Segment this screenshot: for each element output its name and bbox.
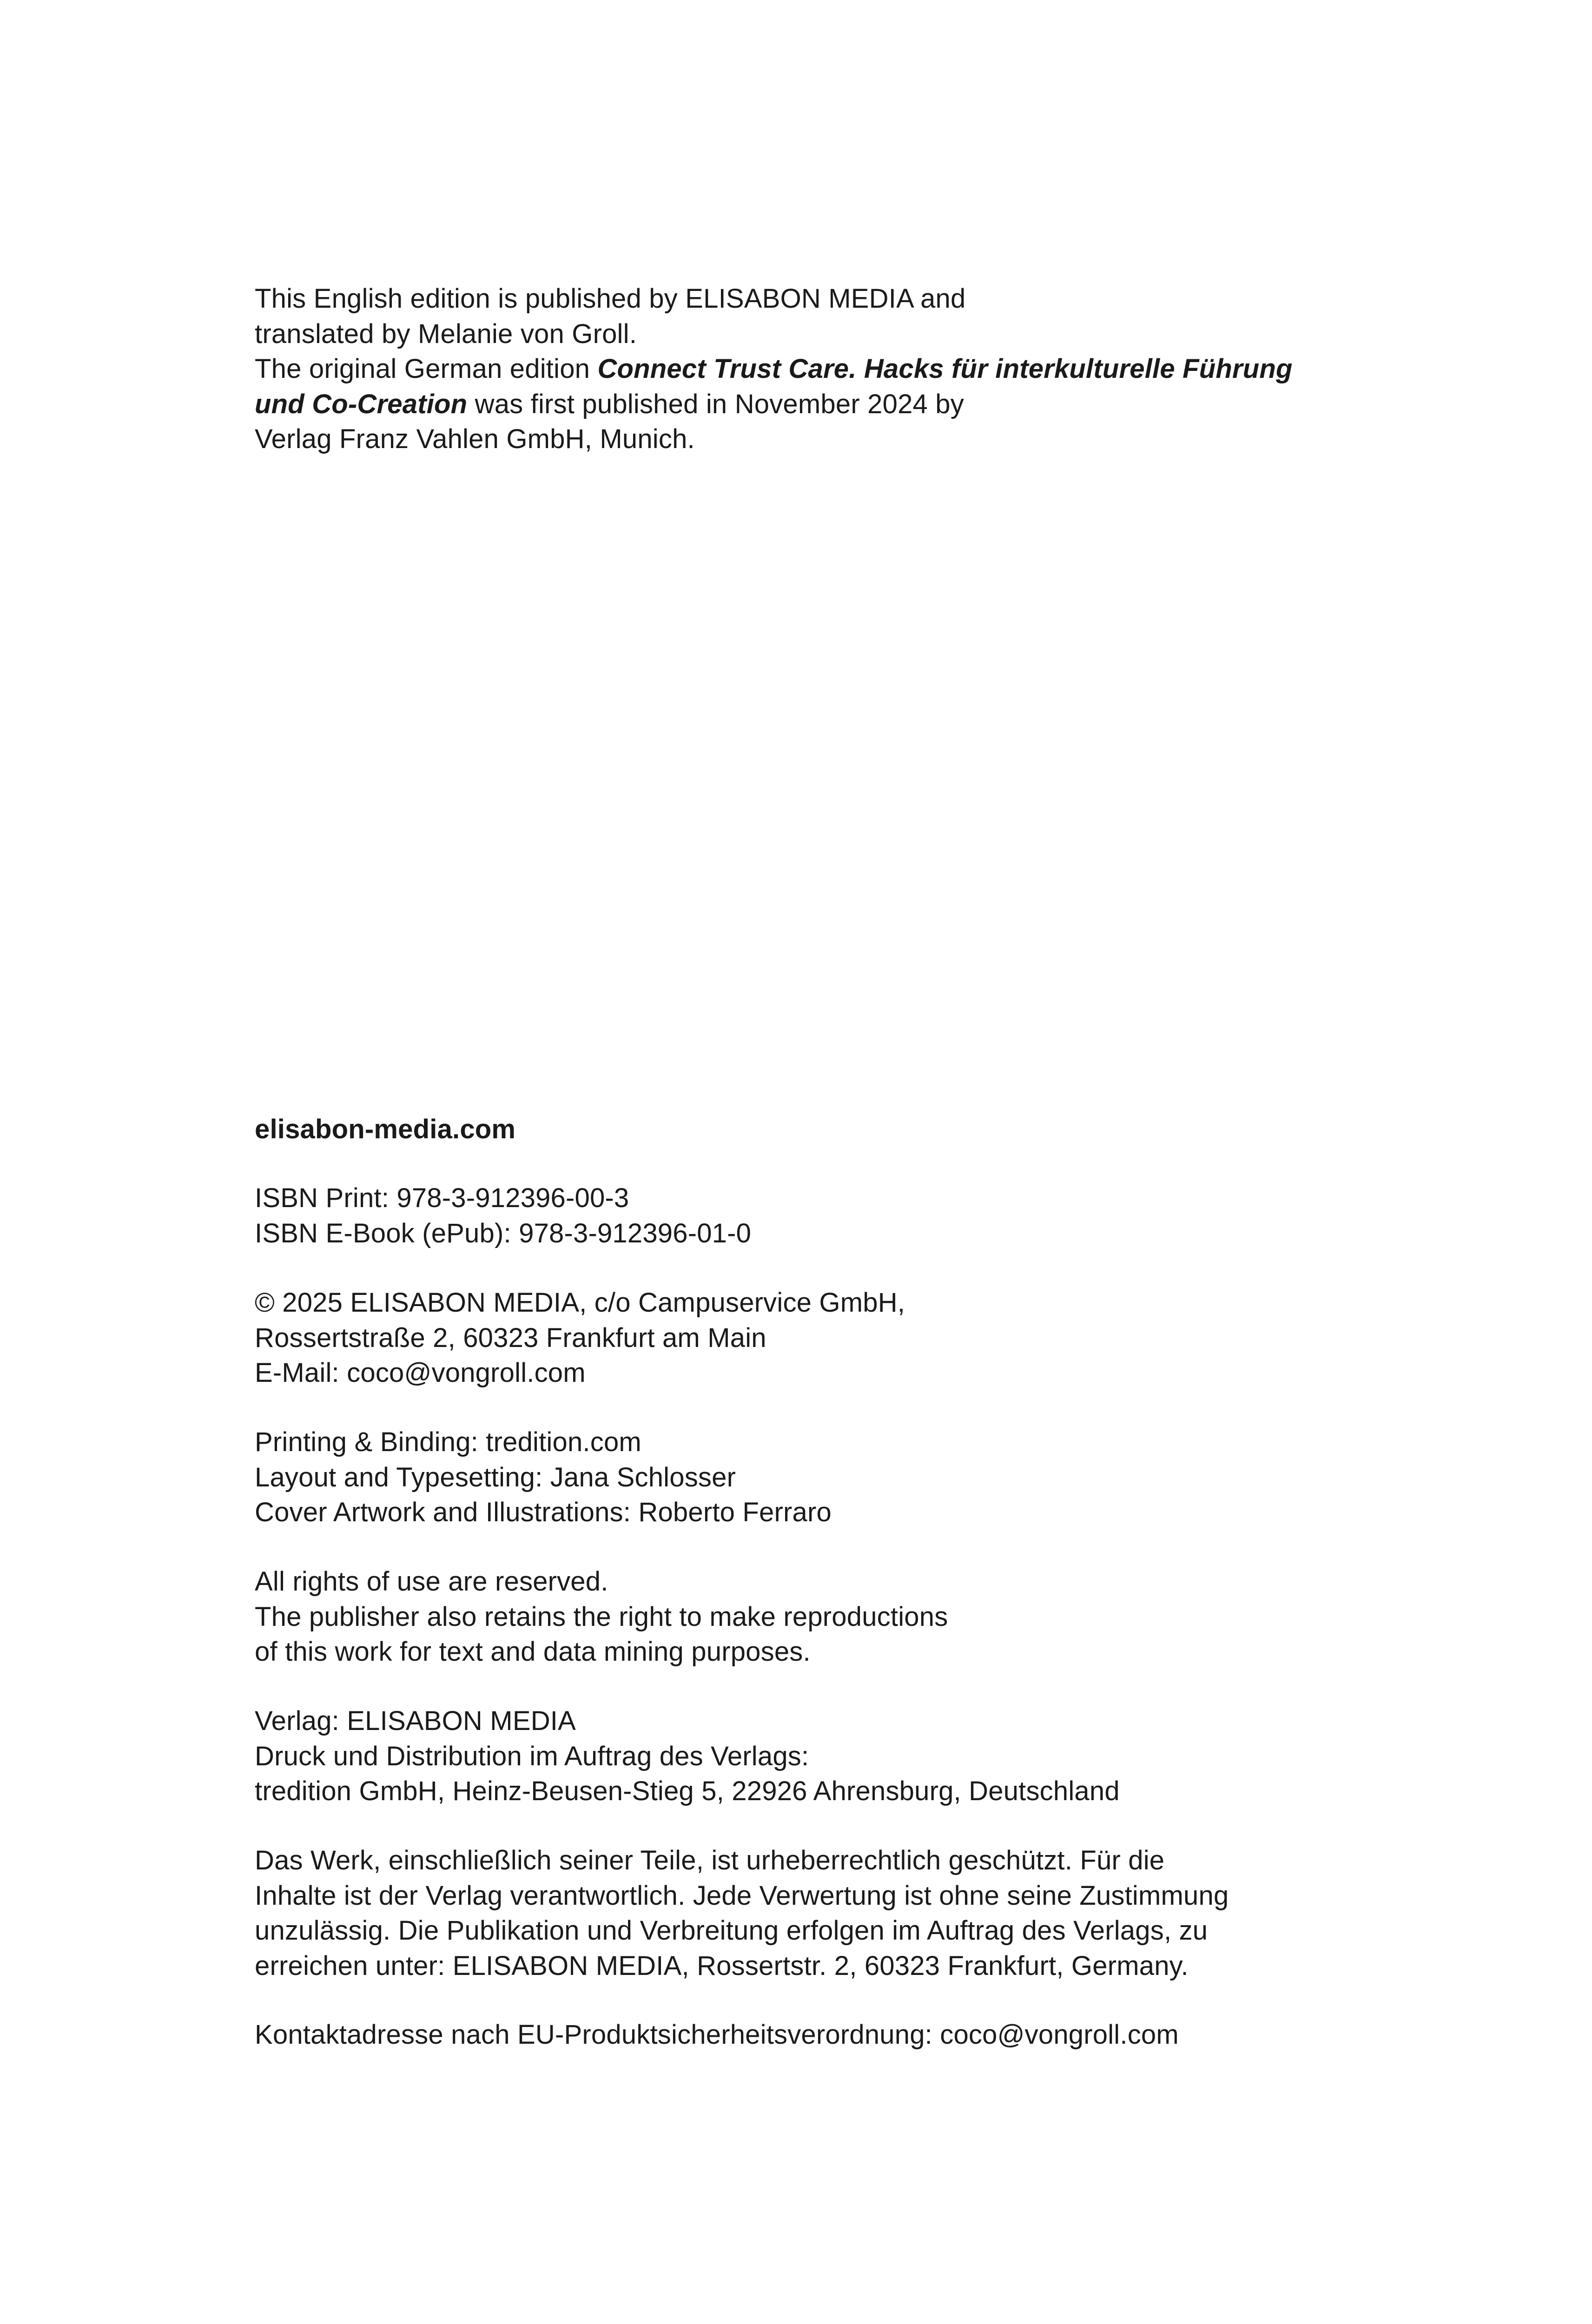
verlag-line-2: Druck und Distribution im Auftrag des Verlags:: [255, 1741, 809, 1771]
rights-line-2: The publisher also retains the right to make reproductions: [255, 1601, 948, 1632]
edition-notice: [255, 281, 1370, 457]
edition-line-1: This English edition is published by ELISABON MEDIA and: [255, 284, 966, 314]
edition-line-3: [255, 351, 1370, 387]
credit-cover: Cover Artwork and Illustrations: Roberto Ferraro: [255, 1497, 832, 1527]
rights-line-3: of this work for text and data mining purposes.: [255, 1637, 811, 1667]
legal-line-3: unzulässig. Die Publikation und Verbreitung erfolgen im Auftrag des Verlags, zu: [255, 1915, 1208, 1946]
website-block: [255, 1112, 1370, 1147]
verlag-line-3: tredition GmbH, Heinz-Beusen-Stieg 5, 22926 Ahrensburg, Deutschland: [255, 1776, 1120, 1806]
copyright-line-2: Rossertstraße 2, 60323 Frankfurt am Main: [255, 1322, 766, 1353]
credit-printing: Printing & Binding: tredition.com: [255, 1427, 641, 1457]
isbn-ebook: ISBN E-Book (ePub): 978-3-912396-01-0: [255, 1218, 752, 1248]
copyright-email: E-Mail: coco@vongroll.com: [255, 1358, 586, 1388]
legal-line-2: Inhalte ist der Verlag verantwortlich. Jede Verwertung ist ohne seine Zustimmung: [255, 1880, 1229, 1911]
credit-layout: Layout and Typesetting: Jana Schlosser: [255, 1462, 736, 1492]
isbn-print: ISBN Print: 978-3-912396-00-3: [255, 1183, 629, 1213]
rights-line-1: All rights of use are reserved.: [255, 1566, 608, 1597]
verlag-line-1: Verlag: ELISABON MEDIA: [255, 1706, 576, 1736]
verlag-block: [255, 1703, 1370, 1809]
copyright-block: [255, 1285, 1370, 1391]
original-title-part-1: Connect Trust Care. Hacks für interkulturelle Führung: [597, 354, 1293, 384]
legal-line-4: erreichen unter: ELISABON MEDIA, Rossertstr. 2, 60323 Frankfurt, Germany.: [255, 1950, 1189, 1981]
rights-block: [255, 1564, 1370, 1670]
contact-block: [255, 2017, 1370, 2053]
german-legal-block: [255, 1843, 1370, 1983]
edition-line-5: Verlag Franz Vahlen GmbH, Munich.: [255, 424, 695, 454]
copyright-line-1: © 2025 ELISABON MEDIA, c/o Campuservice GmbH,: [255, 1287, 905, 1318]
credits-block: [255, 1425, 1370, 1530]
edition-line-4: [255, 387, 1370, 422]
edition-line-4-suffix: was first published in November 2024 by: [467, 389, 964, 419]
original-title-part-2: und Co-Creation: [255, 389, 468, 419]
edition-line-2: translated by Melanie von Groll.: [255, 318, 637, 349]
website-url: elisabon-media.com: [255, 1114, 516, 1144]
contact-address: Kontaktadresse nach EU-Produktsicherheitsverordnung: coco@vongroll.com: [255, 2020, 1179, 2050]
edition-line-3-prefix: The original German edition: [255, 354, 598, 384]
isbn-block: [255, 1181, 1370, 1251]
legal-line-1: Das Werk, einschließlich seiner Teile, ist urheberrechtlich geschützt. Für die: [255, 1845, 1165, 1875]
